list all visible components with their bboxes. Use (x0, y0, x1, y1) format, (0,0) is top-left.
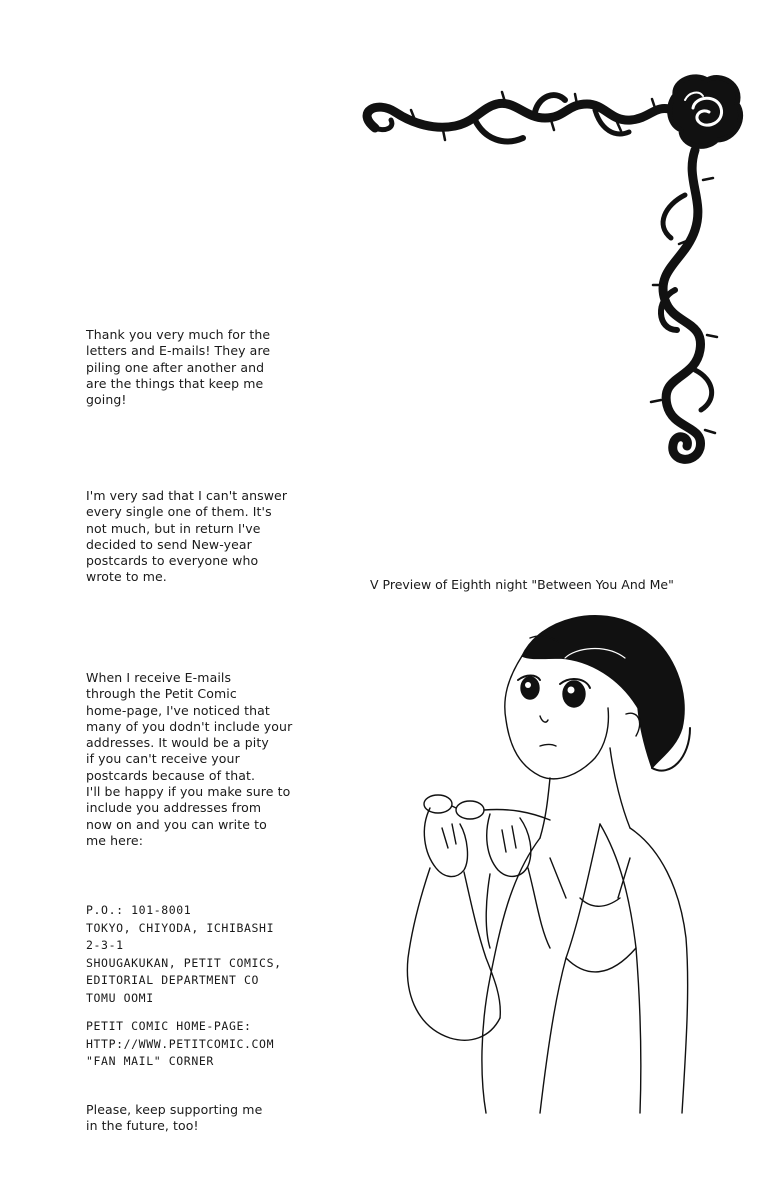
rose-vine-ornament-icon (355, 0, 755, 480)
closing-message: Please, keep supporting me in the future, too! (86, 1102, 263, 1134)
mailing-address: P.O.: 101-8001 TOKYO, CHIYODA, ICHIBASHI 2-3-1 SHOUGAKUKAN, PETIT COMICS, EDITORIAL DEPARTMENT CO TOMU OOMI (86, 903, 282, 1005)
homepage-info: PETIT COMIC HOME-PAGE: HTTP://WWW.PETITCOMIC.COM "FAN MAIL" CORNER (86, 1019, 275, 1068)
letter-paragraph-email-addresses: When I receive E-mails through the Petit Comic home-page, I've noticed that many of you dodn't include your addresses. It would be a pity if you can't receive your postcards because of that. I'll be happy if you make sure to include you addresses from now on and you can write to me here: (86, 670, 293, 848)
letter-paragraph-thanks: Thank you very much for the letters and E-mails! They are piling one after another and are the things that keep me going! (86, 327, 271, 408)
letter-paragraph-postcards: I'm very sad that I can't answer every single one of them. It's not much, but in return I've decided to send New-year postcards to everyone who wrote to me. (86, 488, 288, 585)
preview-caption: V Preview of Eighth night "Between You And Me" (370, 577, 674, 592)
woman-holding-glasses-illustration-icon (390, 598, 710, 1118)
